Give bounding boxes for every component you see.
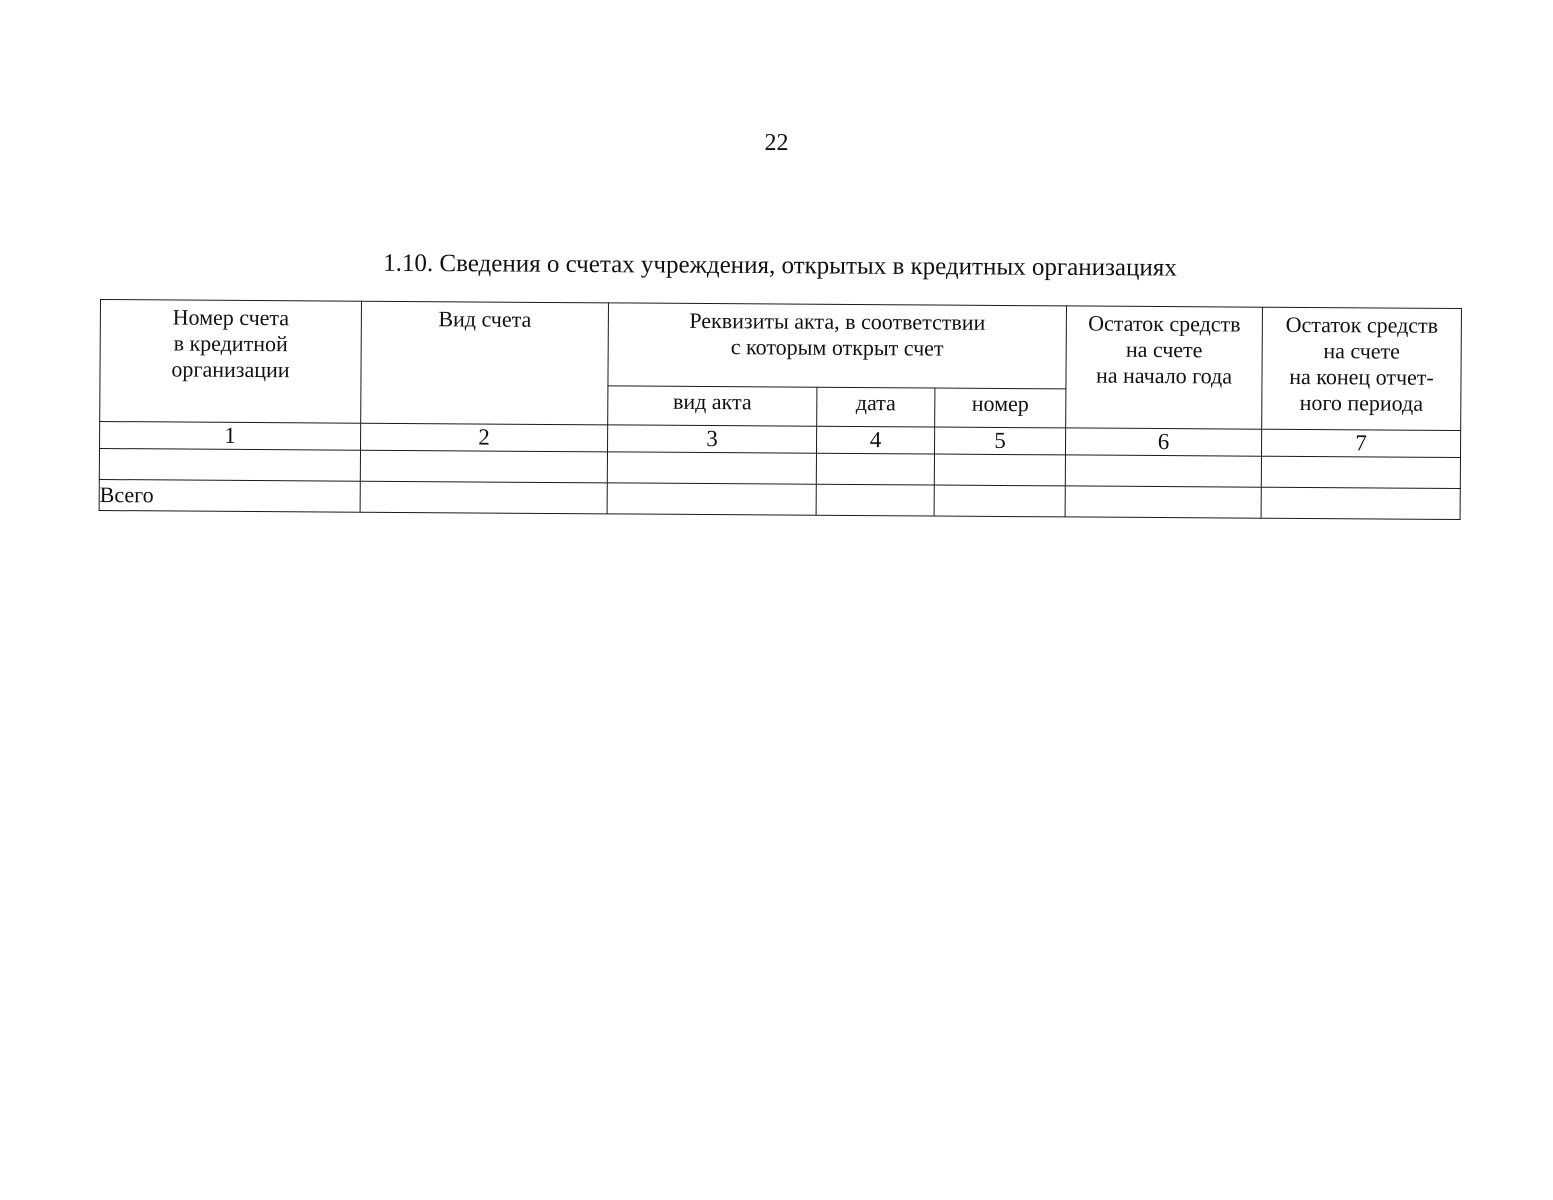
total-label: Всего (99, 479, 360, 512)
column-number: 5 (934, 427, 1065, 455)
accounts-table (99, 299, 1462, 520)
column-number: 6 (1066, 428, 1262, 456)
column-number: 2 (361, 423, 608, 452)
column-number: 7 (1261, 429, 1460, 457)
empty-cell (607, 452, 816, 484)
page-number: 22 (764, 130, 789, 156)
accounts-table-container (99, 299, 1461, 520)
header-act-type: вид акта (608, 386, 817, 426)
empty-cell (816, 484, 934, 516)
header-act-details: Реквизиты акта, в соответствии с которым открыт счет (608, 303, 1067, 389)
header-balance-end: Остаток средств на счете на конец отчет- ного периода (1262, 307, 1462, 430)
column-number: 4 (816, 426, 934, 454)
empty-cell (1065, 455, 1261, 487)
header-account-number: Номер счета в кредитной организации (100, 300, 362, 424)
column-number: 3 (607, 425, 816, 453)
header-act-number: номер (935, 388, 1066, 428)
header-row-main (100, 300, 1462, 392)
empty-cell (360, 481, 607, 514)
empty-cell (816, 453, 934, 485)
empty-cell (934, 454, 1065, 486)
section-title: 1.10. Сведения о счетах учреждения, открытых в кредитных организациях (383, 249, 1177, 282)
empty-cell (1261, 456, 1460, 488)
empty-cell (934, 485, 1065, 517)
empty-cell (1065, 486, 1261, 518)
header-balance-start: Остаток средств на счете на начало года (1066, 306, 1263, 429)
column-number: 1 (100, 422, 361, 451)
empty-cell (99, 449, 360, 482)
header-account-type: Вид счета (361, 301, 609, 425)
empty-cell (1261, 487, 1460, 519)
empty-cell (607, 483, 816, 515)
header-act-date: дата (817, 387, 935, 427)
empty-cell (360, 450, 607, 483)
